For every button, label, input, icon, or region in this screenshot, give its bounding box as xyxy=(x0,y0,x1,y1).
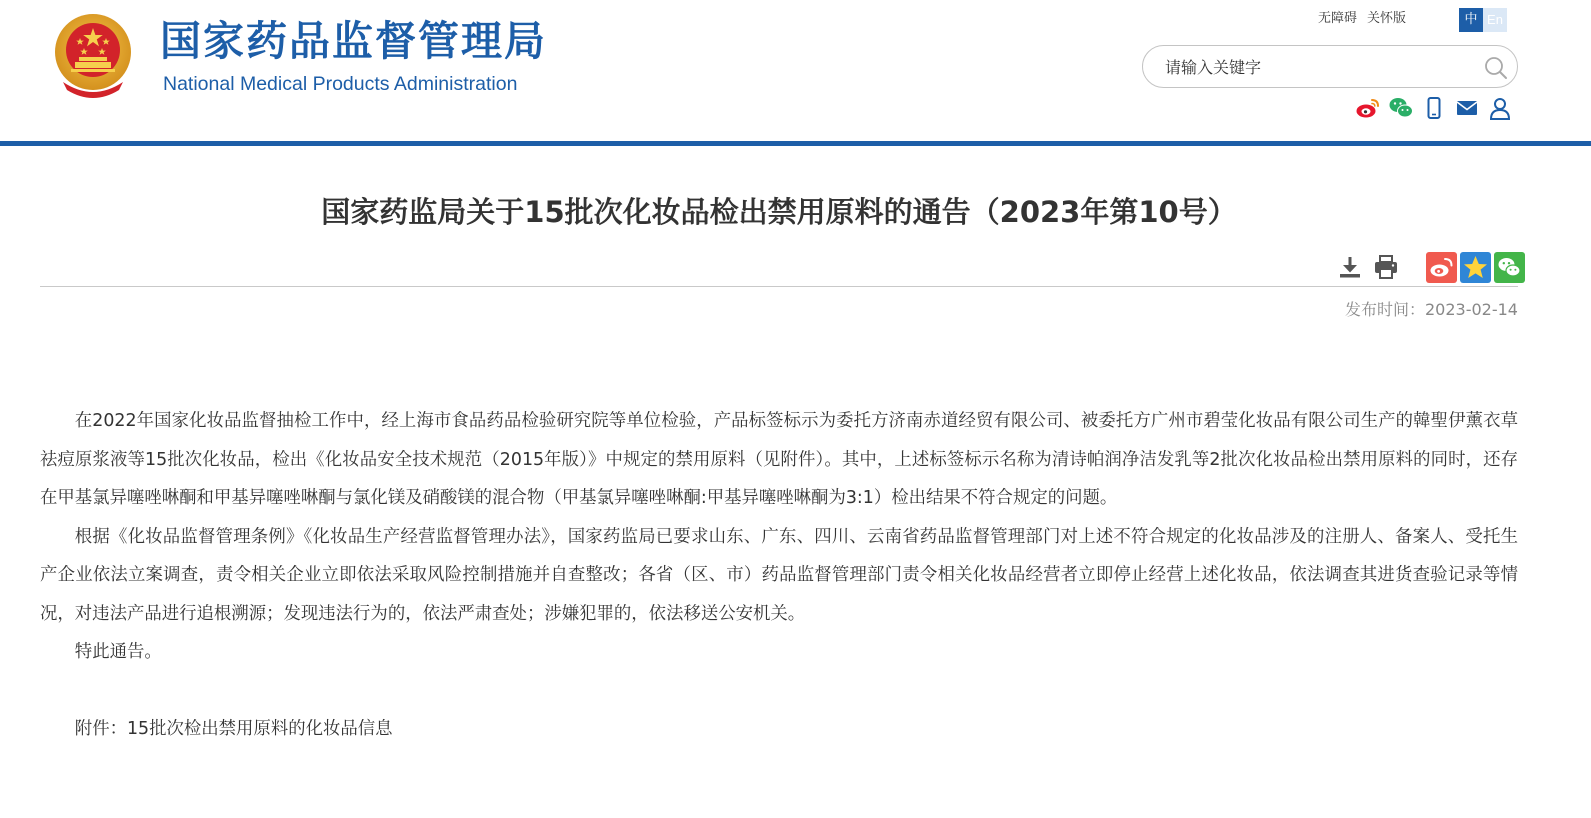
site-header xyxy=(0,0,1591,143)
accessibility-link[interactable]: 无障碍 xyxy=(1318,11,1358,26)
article-title: 国家药监局关于15批次化妆品检出禁用原料的通告（2023年第10号） xyxy=(321,195,1237,229)
top-links xyxy=(1318,10,1416,28)
site-name-cn[interactable]: 国家药品监督管理局 xyxy=(160,17,547,65)
search-input[interactable] xyxy=(1165,55,1465,79)
print-icon[interactable] xyxy=(1372,253,1400,281)
wechat-icon[interactable] xyxy=(1388,95,1414,121)
weibo-icon[interactable] xyxy=(1355,95,1381,121)
social-links xyxy=(1355,95,1513,123)
lang-en-button[interactable]: En xyxy=(1483,8,1507,32)
header-divider xyxy=(0,141,1591,146)
favorite-share-icon[interactable] xyxy=(1460,252,1491,283)
national-emblem-icon[interactable] xyxy=(53,10,133,98)
wechat-share-icon[interactable] xyxy=(1494,252,1525,283)
weibo-share-icon[interactable] xyxy=(1426,252,1457,283)
article-paragraph: 根据《化妆品监督管理条例》《化妆品生产经营监督管理办法》，国家药监局已要求山东、广东、四川、云南省药品监督管理部门对上述不符合规定的化妆品涉及的注册人、备案人、受托生产企业依法立案调查，责令相关企业立即依法采取风险控制措施并自查整改；各省（区、市）药品监督管理部门责令相关化妆品经营者立即停止经营上述化妆品，依法调查其进货查验记录等情况，对违法产品进行追根溯源；发现违法行为的，依法严肃查处；涉嫌犯罪的，依法移送公安机关。 xyxy=(40,526,1518,624)
search-icon[interactable] xyxy=(1483,55,1509,81)
site-name-en[interactable]: National Medical Products Administration xyxy=(163,73,518,95)
lang-zh-button[interactable]: 中 xyxy=(1459,8,1483,32)
title-divider xyxy=(40,286,1518,287)
attachment-line: 附件：15批次检出禁用原料的化妆品信息 xyxy=(74,718,393,739)
article-paragraph: 在2022年国家化妆品监督抽检工作中，经上海市食品药品检验研究院等单位检验，产品标签标示为委托方济南赤道经贸有限公司、被委托方广州市碧莹化妆品有限公司生产的韓聖伊薰衣草祛痘原浆液等15批次化妆品，检出《化妆品安全技术规范（2015年版）》中规定的禁用原料（见附件）。其中，上述标签标示名称为清诗帕润净洁发乳等2批次化妆品检出禁用原料的同时，还存在甲基氯异噻唑啉酮和甲基异噻唑啉酮与氯化镁及硝酸镁的混合物（甲基氯异噻唑啉酮:甲基异噻唑啉酮为3:1）检出结果不符合规定的问题。 xyxy=(40,411,1518,508)
article-paragraph: 特此通告。 xyxy=(74,642,162,662)
care-version-link[interactable]: 关怀版 xyxy=(1367,11,1407,26)
article-body xyxy=(40,402,1518,748)
language-switch xyxy=(1459,8,1507,32)
download-icon[interactable] xyxy=(1336,253,1364,281)
publish-date: 发布时间：2023-02-14 xyxy=(1345,300,1518,319)
article-toolbar xyxy=(1336,252,1528,282)
search-box xyxy=(1142,45,1518,88)
user-icon[interactable] xyxy=(1487,95,1513,121)
mobile-icon[interactable] xyxy=(1421,95,1447,121)
mail-icon[interactable] xyxy=(1454,95,1480,121)
